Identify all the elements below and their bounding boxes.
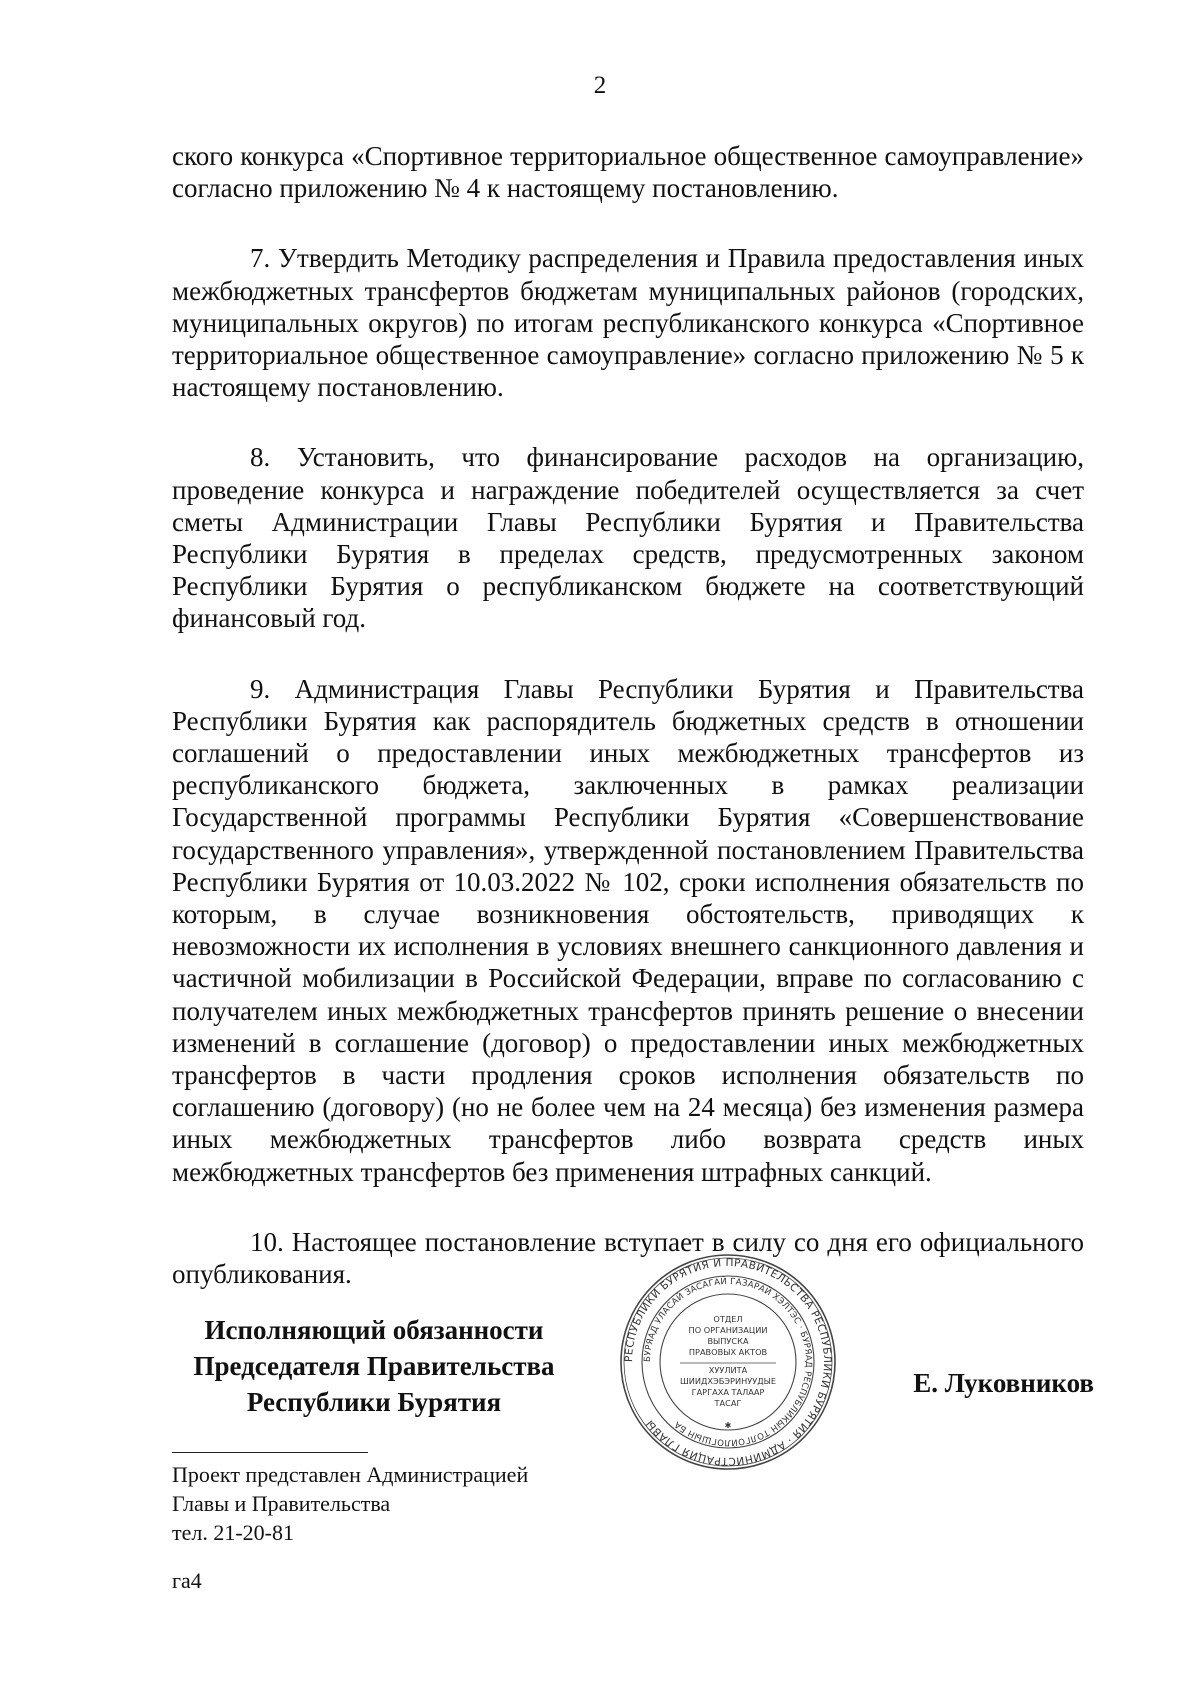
document-code: га4 [172,1568,202,1593]
official-seal [618,1252,838,1472]
signatory-name: Е. Луковников [913,1368,1094,1398]
paragraph-continuation: ского конкурса «Спортивное территориальное общественное самоуправление» согласно приложению № 4 к настоящему постановлению. [172,141,1084,204]
svg-text:ОТДЕЛ: ОТДЕЛ [713,1314,743,1324]
svg-text:ХУУЛИТА: ХУУЛИТА [708,1365,748,1375]
signatory-title-line-1: Исполняющий обязанности [204,1315,544,1345]
footnote-line-1: Проект представлен Администрацией [172,1462,529,1487]
seal-star-icon: ✱ [724,1421,732,1430]
signatory-title-line-2: Председателя Правительства [193,1351,555,1381]
svg-text:ВЫПУСКА: ВЫПУСКА [707,1336,749,1346]
seal-outer-border [621,1255,835,1469]
paragraph-8: 8. Установить, что финансирование расходов на организацию, проведение конкурса и награждение победителей осуществляется за счет сметы Администрации Главы Республики Бурятия и Правительства Республики Бурятия в пределах средств, предусмотренных законом Республики Бурятия о республиканском бюджете на соответствующий финансовый год. [172,442,1084,634]
footnote-line-2: Главы и Правительства [172,1491,391,1516]
paragraph-9: 9. Администрация Главы Республики Бурятия и Правительства Республики Бурятия как распорядитель бюджетных средств в отношении соглашений о предоставлении иных межбюджетных трансфертов из республиканского бюджета, заключенных в рамках реализации Государственной программы Республики Бурятия «Совершенствование государственного управления», утвержденной постановлением Правительства Республики Бурятия от 10.03.2022 № 102, сроки исполнения обязательств по которым, в случае возникновения обстоятельств, приводящих к невозможности их исполнения в условиях внешнего санкционного давления и частичной мобилизации в Российской Федерации, вправе по согласованию с получателем иных межбюджетных трансфертов принять решение о внесении изменений в соглашение (договор) о предоставлении иных межбюджетных трансфертов в части продления сроков исполнения обязательств по соглашению (договору) (но не более чем на 24 месяца) без изменения размера иных межбюджетных трансфертов либо возврата средств иных межбюджетных трансфертов без применения штрафных санкций. [172,673,1084,1187]
seal-inner-ring-text: БУРЯАД УЛАСАЙ ЗАСАГАЙ ГАЗАРАЙ ХЭЛТЭС · БУРЯАД РЕСПУБЛИКЫН ТОЛГОЙЛОГШЫН БА [642,1276,814,1448]
svg-text:ПО ОРГАНИЗАЦИИ: ПО ОРГАНИЗАЦИИ [688,1325,768,1335]
seal-center-text [680,1314,776,1408]
signatory-title-line-3: Республики Бурятия [246,1387,502,1417]
document-body [172,140,1084,1328]
svg-text:ПРАВОВЫХ АКТОВ: ПРАВОВЫХ АКТОВ [688,1347,768,1357]
svg-text:ШИИДХЭБЭРИНУУДЫЕ: ШИИДХЭБЭРИНУУДЫЕ [679,1376,777,1386]
signatory-title [174,1312,574,1420]
footnote [172,1460,528,1547]
paragraph-10: 10. Настоящее постановление вступает в силу со дня его официального опубликования. [172,1226,1084,1290]
page-number: 2 [593,72,607,99]
svg-text:ТАСАГ: ТАСАГ [714,1398,742,1408]
seal-outer-ring-text: РЕСПУБЛИКИ БУРЯТИЯ И ПРАВИТЕЛЬСТВА РЕСПУБЛИКИ БУРЯТИЯ · АДМИНИСТРАЦИЯ ГЛАВЫ [622,1256,834,1468]
paragraph-7: 7. Утвердить Методику распределения и Правила предоставления иных межбюджетных трансфертов бюджетам муниципальных районов (городских, муниципальных округов) по итогам республиканского конкурса «Спортивное территориальное общественное самоуправление» согласно приложению № 5 к настоящему постановлению. [172,243,1084,403]
footnote-phone: тел. 21-20-81 [172,1520,295,1545]
svg-text:ГАРГАХА ТАЛААР: ГАРГАХА ТАЛААР [691,1387,765,1397]
footnote-divider [172,1452,368,1453]
